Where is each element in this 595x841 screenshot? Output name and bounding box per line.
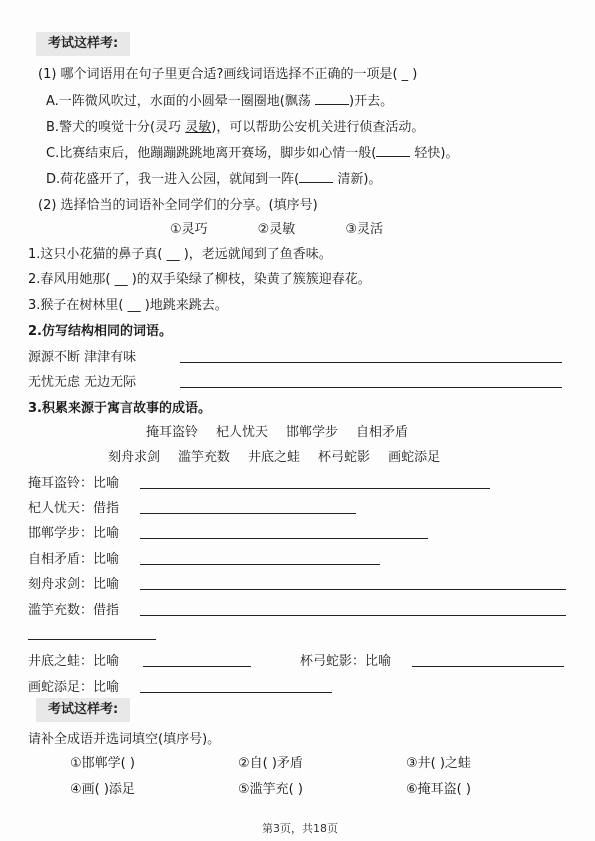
answer-line[interactable] [412, 666, 564, 667]
blank[interactable] [315, 90, 349, 105]
idiom-row-2: 刻舟求剑 滥竽充数 井底之蛙 杯弓蛇影 画蛇添足 [108, 450, 441, 465]
section-2-title: 2.仿写结构相同的词语。 [28, 324, 172, 339]
q1-option-a: A.一阵微风吹过，水面的小圆晕一圈圈地(飘荡 )开去。 [46, 90, 393, 109]
idiom-def-5: 刻舟求剑：比喻 [28, 577, 120, 592]
q2-sentence-2: 2.春风用她那( __ )的双手染绿了柳枝，染黄了簇簇迎春花。 [28, 272, 371, 287]
q1-option-c: C.比赛结束后，他蹦蹦跳跳地离开赛场，脚步如心情一般( 轻快)。 [46, 142, 459, 161]
blank[interactable] [376, 142, 410, 157]
answer-line[interactable] [143, 666, 251, 667]
idiom-def-frog: 井底之蛙：比喻 [28, 654, 120, 669]
answer-line[interactable] [180, 362, 562, 363]
answer-line[interactable] [180, 387, 562, 388]
fill-item-1[interactable]: ①邯郸学( ) [70, 756, 135, 771]
idiom-row-1: 掩耳盗铃 杞人忧天 邯郸学步 自相矛盾 [146, 425, 409, 440]
answer-line[interactable] [140, 615, 566, 616]
fill-item-4[interactable]: ④画( )添足 [70, 782, 135, 797]
q2-sentence-1: 1.这只小花猫的鼻子真( __ )，老远就闻到了鱼香味。 [28, 247, 332, 262]
answer-line[interactable] [140, 692, 332, 693]
q2-sentence-3: 3.猴子在树林里( __ )地跳来跳去。 [28, 298, 228, 313]
q1-stem: (1) 哪个词语用在句子里更合适?画线词语选择不正确的一项是( _ ) [38, 67, 418, 82]
option-2: ②灵敏 [257, 222, 296, 237]
section-3-title: 3.积累来源于寓言故事的成语。 [28, 401, 211, 416]
fill-item-5[interactable]: ⑤滥竽充( ) [238, 782, 303, 797]
idiom-def-snake: 画蛇添足：比喻 [28, 680, 120, 695]
answer-line[interactable] [140, 513, 356, 514]
idiom-def-3: 邯郸学步：比喻 [28, 526, 120, 541]
imitate-row-2: 无忧无虑 无边无际 [28, 375, 137, 390]
option-1: ①灵巧 [170, 222, 208, 237]
option-3: ③灵活 [345, 222, 383, 237]
fill-stem: 请补全成语并选词填空(填序号)。 [28, 732, 221, 747]
idiom-def-2: 杞人忧天：借指 [28, 501, 120, 516]
q2-stem: (2) 选择恰当的词语补全同学们的分享。(填序号) [38, 198, 318, 213]
answer-line[interactable] [140, 589, 566, 590]
idiom-def-cup: 杯弓蛇影：比喻 [300, 654, 392, 669]
answer-line[interactable] [28, 639, 156, 640]
idiom-def-1: 掩耳盗铃：比喻 [28, 476, 120, 491]
fill-item-6[interactable]: ⑥掩耳盗( ) [406, 782, 471, 797]
q1-option-b: B.警犬的嗅觉十分(灵巧 灵敏)，可以帮助公安机关进行侦查活动。 [46, 120, 425, 135]
section-tag-exam: 考试这样考: [36, 32, 130, 56]
q1-option-d: D.荷花盛开了，我一进入公园，就闻到一阵( 清新)。 [46, 168, 381, 187]
fill-item-3[interactable]: ③井( )之蛙 [406, 756, 471, 771]
q2-options [170, 218, 433, 237]
answer-line[interactable] [140, 538, 428, 539]
answer-line[interactable] [140, 488, 490, 489]
imitate-row-1: 源源不断 津津有味 [28, 350, 137, 365]
section-tag-exam-2: 考试这样考: [36, 698, 130, 722]
idiom-def-4: 自相矛盾：比喻 [28, 552, 120, 567]
page-footer: 第3页，共18页 [262, 822, 338, 835]
underlined-word: 灵敏 [185, 120, 212, 135]
answer-line[interactable] [140, 564, 380, 565]
fill-item-2[interactable]: ②自( )矛盾 [238, 756, 303, 771]
blank[interactable] [299, 168, 333, 183]
idiom-def-6: 滥竽充数：借指 [28, 603, 120, 618]
